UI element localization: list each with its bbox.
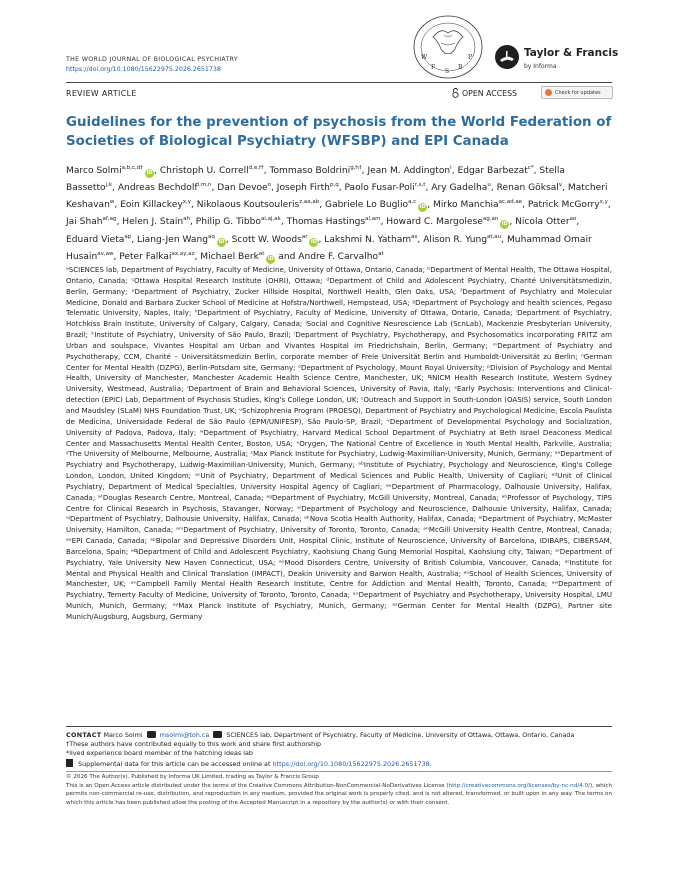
doi-link[interactable]: https://doi.org/10.1080/15622975.2026.2651738 <box>66 66 221 73</box>
supplemental-icon <box>66 759 73 767</box>
author-name: , Dan Devoe <box>211 183 268 194</box>
author-affiliation-sup: x,y <box>599 199 608 206</box>
author-affiliation-sup: j,k <box>105 182 113 189</box>
author-name: , Andreas Bechdolf <box>112 183 198 194</box>
author-name: , Ary Gadelha <box>425 183 488 194</box>
contact-block <box>66 731 612 769</box>
orcid-icon[interactable]: iD <box>146 170 153 177</box>
author-name: , Edgar Barbezat <box>451 166 528 177</box>
author-name: , Helen J. Stain <box>116 217 184 228</box>
affiliations: ᵃSCIENCES lab, Department of Psychiatry, Faculty of Medicine, University of Ottawa, Ontario, Canada; ᵇDepartment of Mental Health, The Ottawa Hospital, Ontario, Canada; ᶜOttawa Hospital Research Institute (OHRI), Ottawa; ᵈDepartment of Child and Adolescent Psychiatry, Charité Universitätsmedizin, Berlin, Germany; ᵉDepartment of Psychiatry, Zucker Hillside Hospital, Northwell Health, Glen Oaks, USA; ᶠDepartment of Psychiatry and Molecular Medicine, Donald and Barbara Zucker School of Medicine at Hofstra/Northwell, Hempstead, USA; ᵍDepartment of Psychology and health sciences, Pegaso Telematic University, Naples, Italy; ʰDepartment of Psychiatry, Faculty of Medicine, University of Ottawa, Ontario, Canada; ⁱDepartment of Psychiatry, Hotchkiss Brain Institute, University of Calgary, Calgary, Canada; ʲSocial and Cognitive Neuroscience Lab (ScnLab), Mackenzie Presbyterian University, Brazil; ᵏInstitute of Psychiatry, University of São Paulo, Brazil; ˡDepartment of Psychiatry, Psychotherapy, and Psychosomatics incorporating FRITZ am Urban and soulspace, Vivantes Hospital am Urban and Vivantes Hospital im Friedrichshain, Berlin, Germany; ᵐDepartment of Psychiatry and Psychotherapy, CCM, Charité – Universitätsmedizin Berlin, corporate member of Freie Universität Berlin and Humboldt-Universität zu Berlin; ⁿGerman Center for Mental Health (DZPG), Berlin-Potsdam site, Germany; ᵒDepartment of Psychology, Mount Royal University; ᵖDivision of Psychology and Mental Health, University of Manchester, Manchester Academic Health Science Centre, Manchester, UK; ᑫNICM Health Research Institute, Western Sydney University, Westmead, Australia; ʳDepartment of Brain and Behavioral Sciences, University of Pavia, Italy; ˢEarly Psychosis: Interventions and Clinical-detection (EPIC) Lab, Department of Psychosis Studies, King's College London, UK; ᵗOutreach and Support in South-London (OASIS) service, South London and Maudsley (SLaM) NHS Foundation Trust, UK; ᵘSchizophrenia Program (PROESQ), Department of Psychiatry and Psychological Medicine, Escola Paulista de Medicina, Universidade Federal de São Paulo (EPM/UNIFESP), São Paulo-SP, Brazil; ᵛDepartment of Developmental Psychology and Socialization, University of Padova, Padova, Italy; ʷDepartment of Psychiatry, Harvard Medical School Department of Psychiatry at Beth Israel Deaconess Medical Center and Massachusetts Mental Health Center, Boston, USA; ˣOrygen, The National Centre of Excellence in Youth Mental Health, Parkville, Australia; ʸThe University of Melbourne, Melbourne, Australia; ᶻMax Planck Institute for Psychiatry, Ludwig-Maximilian-University, Munich, Germany; ᵃᵃDepartment of Psychiatry and Psychotherapy, Ludwig-Maximilian-University, Munich, Germany; ᵃᵇInstitute of Psychiatry, Psychology and Neuroscience, King's College London, London, United Kingdom; ᵃᶜUnit of Psychiatry, Department of Medical Sciences and Public Health, University of Cagliari; ᵃᵈUnit of Clinical Psychiatry, Department of Medical Specialties, University Hospital Agency of Cagliari; ᵃᵉDepartment of Pharmacology, Dalhousie University, Halifax, Canada; ᵃᶠDouglas Research Centre, Montreal, Canada; ᵃᵍDepartment of Psychiatry, McGill University, Montreal, Canada; ᵃʰProfessor of Psychology, TIPS Centre for Clinical Research in Psychosis, Stavanger, Norway; ᵃⁱDepartment of Psychology and Neuroscience, Dalhousie University, Halifax, Canada; ᵃʲDepartment of Psychiatry, Dalhousie University, Halifax, Canada; ᵃᵏNova Scotia Health Authority, Halifax, Canada; ᵃˡDepartment of Psychiatry, McMaster University, Hamilton, Canada; ᵃᵐDepartment of Psychiatry, University of Toronto, Toronto, Canada; ᵃⁿMcGill University Health Centre, Montreal, Canada; ᵃᵒEPI Canada, Canada; ᵃᵖBipolar and Depressive Disorders Unit, Hospital Clinic, Institute of Neuroscience, University of Barcelona, IDIBAPS, CIBERSAM, Barcelona, Spain; ᵃᑫDepartment of Child and Adolescent Psychiatry, Kaohsiung Chang Gung Memorial Hospital, Kaohsiung city, Taiwan; ᵃʳDepartment of Psychiatry, Yale University New Haven Connecticut, USA; ᵃˢMood Disorders Centre, University of British Columbia, Vancouver, Canada; ᵃᵗInstitute for Mental and Physical Health and Clinical Translation (IMPACT), Deakin University and Barwon Health, Australia; ᵃᵘSchool of Health Sciences, University of Manchester, UK; ᵃᵛCampbell Family Mental Health Research Institute, Centre for Addiction and Mental Health, Toronto, Canada; ᵃʷDepartment of Psychiatry, Temerty Faculty of Medicine, University of Toronto, Toronto, Canada; ᵃˣDepartment of Psychiatry and Psychotherapy, University Hospital, LMU Munich, Munich, Germany; ᵃʸMax Planck Institute of Psychiatry, Munich, Germany; ᵃᶻGerman Center for Mental Health (DZPG), Partner site Munich/Augsburg, Augsburg, Germany <box>66 265 612 621</box>
author-affiliation-sup: ag,an <box>482 216 499 223</box>
author-affiliation-sup: v <box>558 182 563 189</box>
author-name: , Nicola Otter <box>509 217 570 228</box>
svg-text:S: S <box>445 68 450 75</box>
author-affiliation-sup: af,ag <box>102 216 117 223</box>
author-affiliation-sup: al,am <box>365 216 381 223</box>
svg-text:F: F <box>431 64 436 71</box>
orcid-icon[interactable]: iD <box>311 238 317 245</box>
footnote-equal-contribution: †These authors have contributed equally to this work and share first authorship <box>66 740 322 749</box>
author-name: , Alison R. Yung <box>417 234 488 245</box>
author-name: , Thomas Hastings <box>280 217 366 228</box>
author-name: , Peter Falkai <box>113 251 172 262</box>
header-rule <box>66 82 612 83</box>
author-name: , Gabriele Lo Buglio <box>319 200 409 211</box>
author-name: , Mirko Manchia <box>427 200 499 211</box>
author-name: , Joseph Firth <box>271 183 330 194</box>
author-affiliation-sup: l,m,n <box>197 182 212 189</box>
license-rule <box>66 771 612 772</box>
orcid-icon[interactable]: iD <box>218 238 225 245</box>
author-affiliation-sup: at <box>258 250 265 257</box>
author-affiliation-sup: a,b,c,d† <box>121 165 144 171</box>
author-name: , Michael Berk <box>194 251 259 262</box>
author-list <box>66 161 612 264</box>
author-affiliation-sup: p,q <box>329 182 339 189</box>
author-name: Marco Solmi <box>66 166 122 177</box>
contact-line <box>66 731 612 740</box>
author-affiliation-sup: i <box>450 165 452 171</box>
author-name: , Nikolaous Koutsouleris <box>190 200 300 211</box>
copyright-line: © 2026 The Author(s). Published by Informa UK Limited, trading as Taylor & Francis Group <box>66 774 319 780</box>
author-affiliation-sup: ar <box>301 233 308 240</box>
author-affiliation-sup: z,aa,ab <box>299 199 320 206</box>
contact-label: CONTACT <box>66 731 102 739</box>
author-affiliation-sup: at,au <box>487 233 502 240</box>
address-icon <box>213 731 222 738</box>
author-affiliation-sup: d,e,f† <box>248 165 264 171</box>
contact-name: Marco Solmi <box>103 731 143 739</box>
author-name: , Lakshmi N. Yatham <box>318 234 412 245</box>
author-name: , Paolo Fusar-Poli <box>338 183 415 194</box>
crossmark-icon <box>545 89 552 96</box>
author-affiliation-sup: r,s,t <box>414 182 426 189</box>
author-affiliation-sup: at <box>378 250 384 257</box>
supplemental-line <box>66 759 612 769</box>
license-text <box>66 782 612 808</box>
author-affiliation-sup: c* <box>527 165 534 171</box>
author-affiliation-sup: g,h† <box>350 165 362 171</box>
check-for-updates-button[interactable] <box>541 86 613 99</box>
author-name: , Eoin Killackey <box>114 200 183 211</box>
open-access-label: OPEN ACCESS <box>462 88 517 98</box>
orcid-icon[interactable]: iD <box>419 204 426 211</box>
publisher-name: Taylor & Francis <box>524 47 619 59</box>
footer-rule <box>66 726 612 727</box>
author-name: , Liang-Jen Wang <box>131 234 208 245</box>
open-access-badge <box>452 88 517 98</box>
article-title: Guidelines for the prevention of psychosis from the World Federation of Societies of Biological Psychiatry (WFSBP) and EPI Canada <box>66 115 612 149</box>
author-name: , Eduard Vieta <box>66 217 580 245</box>
license-link[interactable]: http://creativecommons.org/licenses/by-nc-nd/4.0/ <box>448 782 590 789</box>
svg-text:P: P <box>468 54 473 61</box>
orcid-icon[interactable]: iD <box>501 221 508 228</box>
author-name: , Muhammad Omair Husain <box>66 234 592 262</box>
author-affiliation-sup: w <box>109 199 115 206</box>
author-affiliation-sup: ap <box>124 233 132 240</box>
author-name: , Jai Shah <box>66 200 611 228</box>
contact-email-link[interactable]: msolmi@toh.ca <box>159 731 210 739</box>
author-name: , Stella Bassetto <box>66 166 565 194</box>
publisher-sub: by Informa <box>524 63 557 70</box>
supplemental-link[interactable]: https://doi.org/10.1080/15622975.2026.2651738. <box>272 759 432 768</box>
author-name: , Philip G. Tibbo <box>189 217 261 228</box>
author-affiliation-sup: aq <box>208 233 215 240</box>
supplemental-text: Supplemental data for this article can be accessed online at <box>78 759 271 768</box>
check-updates-label: Check for updates <box>555 89 601 96</box>
author-name: , Howard C. Margolese <box>380 217 483 228</box>
author-name: , Scott W. Woods <box>225 234 302 245</box>
author-affiliation-sup: ah <box>183 216 190 223</box>
orcid-icon[interactable]: iD <box>267 255 274 262</box>
author-affiliation-sup: a,c <box>408 199 417 206</box>
author-name: , Jean M. Addington <box>361 166 451 177</box>
email-icon <box>147 731 156 738</box>
license-text-a: This is an Open Access article distributed under the terms of the Creative Commons Attribution-NonCommercial-NoDerivatives License ( <box>66 782 449 789</box>
author-affiliation-sup: x,y <box>182 199 191 206</box>
footnote-lived-experience: *lived experience board member of the hatching ideas lab <box>66 749 253 758</box>
author-name: , Christoph U. Correll <box>154 166 249 177</box>
author-affiliation-sup: ai,aj,ak <box>261 216 281 223</box>
author-name: and Andre F. Carvalho <box>275 251 379 262</box>
author-affiliation-sup: o <box>267 182 271 189</box>
license-text-b: ), which permits non-commercial re-use, distribution, and reproduction in any medium, provided the original work is properly cited, and is not altered, transformed, or built upon in any way. The terms on which this article has been published allow the posting of the Accepted Manuscript in a repository by the author(s) or with their consent. <box>66 782 612 806</box>
author-name: , Patrick McGorry <box>522 200 600 211</box>
svg-text:B: B <box>458 64 463 71</box>
taylor-francis-logo-icon <box>495 45 519 69</box>
open-access-lock-icon <box>452 88 459 98</box>
author-affiliation-sup: u <box>487 182 491 189</box>
author-affiliation-sup: ac,ad,ae <box>498 199 523 206</box>
author-affiliation-sup: ao <box>569 216 577 223</box>
svg-text:W: W <box>421 54 428 61</box>
author-name: , Matcheri Keshavan <box>66 183 608 211</box>
author-name: , Tommaso Boldrini <box>263 166 351 177</box>
author-affiliation-sup: ax,ay,az <box>171 250 195 257</box>
author-affiliation-sup: as <box>411 233 418 240</box>
contact-address: SCIENCES lab, Department of Psychiatry, Faculty of Medicine, University of Ottawa, Ottawa, Ontario, Canada <box>226 731 575 739</box>
license-block <box>66 773 612 807</box>
wfsbp-seal-logo <box>411 13 485 81</box>
article-type: REVIEW ARTICLE <box>66 89 137 98</box>
author-affiliation-sup: av,aw <box>97 250 114 257</box>
author-name: , Renan Göksal <box>490 183 559 194</box>
journal-name: THE WORLD JOURNAL OF BIOLOGICAL PSYCHIATRY <box>66 56 239 63</box>
